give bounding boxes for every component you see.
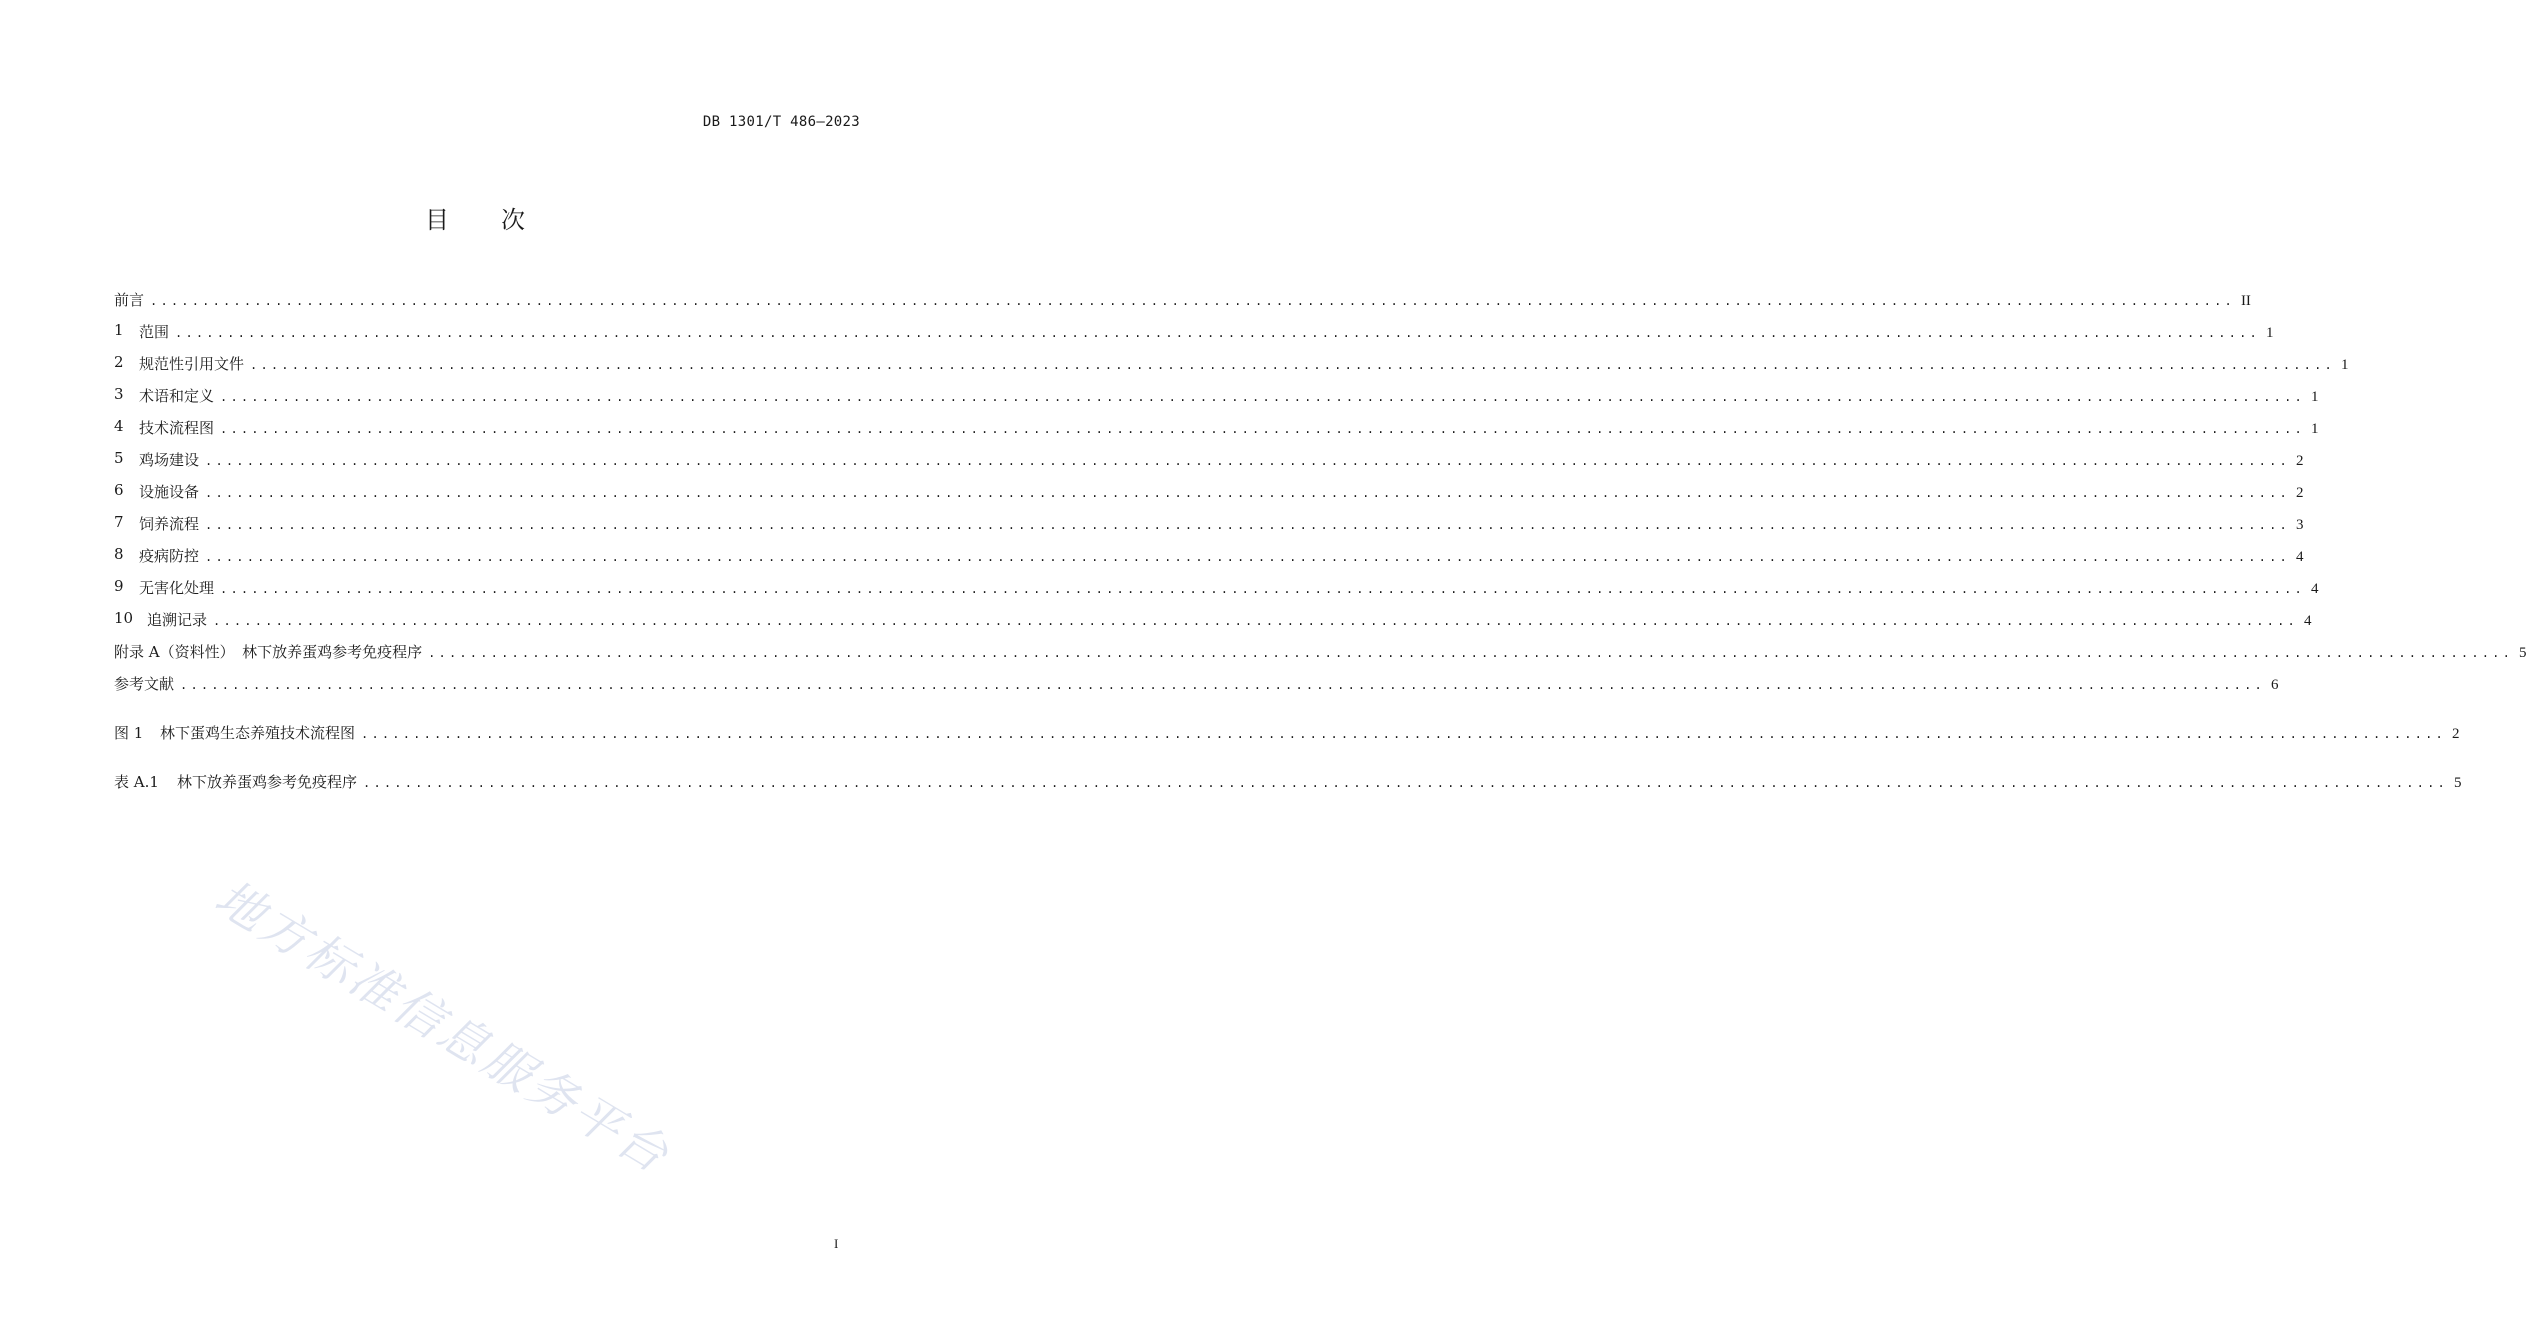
title-char-2: 次 <box>501 206 525 234</box>
toc-entry-table-a1[interactable] <box>114 770 2462 792</box>
toc-entry-disease-control[interactable] <box>114 544 2304 566</box>
toc-entry-harmless-treatment[interactable] <box>114 576 2319 598</box>
toc-entry-title: 术语和定义 <box>139 387 215 405</box>
leader-dots: ........................................................................................................................................................................................................ <box>180 678 2265 692</box>
toc-entry-page: 5 <box>2453 775 2462 791</box>
toc-entry-number: 图 1 <box>114 724 144 742</box>
leader-dots: ........................................................................................................................................................................................................ <box>220 582 2305 596</box>
toc-entry-title: 范围 <box>139 323 170 341</box>
toc-entry-number: 3 <box>114 385 124 403</box>
toc-entry-number: 1 <box>114 321 124 339</box>
table-of-contents <box>114 288 2527 792</box>
toc-entry-number: 4 <box>114 417 124 435</box>
toc-entry-page: 4 <box>2303 613 2312 629</box>
toc-entry-flowchart[interactable] <box>114 416 2319 438</box>
leader-dots: ........................................................................................................................................................................................................ <box>363 776 2448 790</box>
toc-entry-number: 7 <box>114 513 124 531</box>
toc-entry-title: 鸡场建设 <box>139 451 200 469</box>
toc-entry-title: 无害化处理 <box>139 579 215 597</box>
leader-dots: ........................................................................................................................................................................................................ <box>220 390 2305 404</box>
toc-entry-page: 2 <box>2295 485 2304 501</box>
toc-entry-foreword[interactable] <box>114 288 2251 310</box>
toc-entry-page: 1 <box>2310 389 2319 405</box>
leader-dots: ........................................................................................................................................................................................................ <box>150 294 2235 308</box>
toc-entry-number: 9 <box>114 577 124 595</box>
toc-entry-title: 疫病防控 <box>139 547 200 565</box>
toc-entry-page: 2 <box>2451 726 2460 742</box>
toc-entry-number: 5 <box>114 449 124 467</box>
watermark: 地方标准信息服务平台 <box>205 869 681 1186</box>
toc-entry-title: 参考文献 <box>114 675 175 693</box>
toc-entry-number: 8 <box>114 545 124 563</box>
leader-dots: ........................................................................................................................................................................................................ <box>250 358 2335 372</box>
toc-entry-page: 3 <box>2295 517 2304 533</box>
leader-dots: ........................................................................................................................................................................................................ <box>428 646 2514 660</box>
toc-entry-title: 林下蛋鸡生态养殖技术流程图 <box>160 724 356 742</box>
toc-entry-normative-references[interactable] <box>114 352 2349 374</box>
toc-entry-number: 表 A.1 <box>114 773 159 791</box>
leader-dots: ........................................................................................................................................................................................................ <box>175 326 2260 340</box>
toc-entry-page: II <box>2240 293 2251 309</box>
leader-dots: ........................................................................................................................................................................................................ <box>213 614 2298 628</box>
toc-entry-facilities[interactable] <box>114 480 2304 502</box>
toc-entry-title: 追溯记录 <box>147 611 208 629</box>
leader-dots: ........................................................................................................................................................................................................ <box>205 454 2290 468</box>
title-char-1: 目 <box>425 206 449 234</box>
leader-dots: ........................................................................................................................................................................................................ <box>205 550 2290 564</box>
toc-entry-page: 1 <box>2310 421 2319 437</box>
toc-entry-page: 5 <box>2519 645 2527 661</box>
page-number: I <box>834 1236 839 1251</box>
toc-entry-number: 10 <box>114 609 134 627</box>
toc-entry-farm-construction[interactable] <box>114 448 2304 470</box>
toc-entry-title: 林下放养蛋鸡参考免疫程序 <box>177 773 358 791</box>
toc-entry-page: 1 <box>2340 357 2349 373</box>
toc-entry-feeding-process[interactable] <box>114 512 2304 534</box>
leader-dots: ........................................................................................................................................................................................................ <box>361 727 2446 741</box>
toc-entry-page: 6 <box>2270 677 2279 693</box>
standard-code: DB 1301/T 486—2023 <box>702 114 860 130</box>
page-title <box>0 200 950 235</box>
toc-entry-title: 前言 <box>114 291 145 309</box>
toc-entry-bibliography[interactable] <box>114 672 2279 694</box>
toc-entry-page: 4 <box>2295 549 2304 565</box>
toc-entry-terms[interactable] <box>114 384 2319 406</box>
toc-entry-traceability[interactable] <box>114 608 2312 630</box>
toc-entry-title: 设施设备 <box>139 483 200 501</box>
toc-entry-title: 规范性引用文件 <box>139 355 245 373</box>
toc-entry-title: 技术流程图 <box>139 419 215 437</box>
leader-dots: ........................................................................................................................................................................................................ <box>205 518 2290 532</box>
toc-entry-title: 饲养流程 <box>139 515 200 533</box>
toc-entry-number: 6 <box>114 481 124 499</box>
leader-dots: ........................................................................................................................................................................................................ <box>220 422 2305 436</box>
toc-entry-number: 2 <box>114 353 124 371</box>
toc-entry-scope[interactable] <box>114 320 2274 342</box>
toc-entry-figure-1[interactable] <box>114 721 2460 743</box>
toc-entry-page: 4 <box>2310 581 2319 597</box>
leader-dots: ........................................................................................................................................................................................................ <box>205 486 2290 500</box>
toc-entry-page: 1 <box>2265 325 2274 341</box>
toc-entry-appendix-a[interactable] <box>114 640 2527 662</box>
toc-entry-title: 附录 A（资料性） 林下放养蛋鸡参考免疫程序 <box>114 643 423 661</box>
toc-entry-page: 2 <box>2295 453 2304 469</box>
